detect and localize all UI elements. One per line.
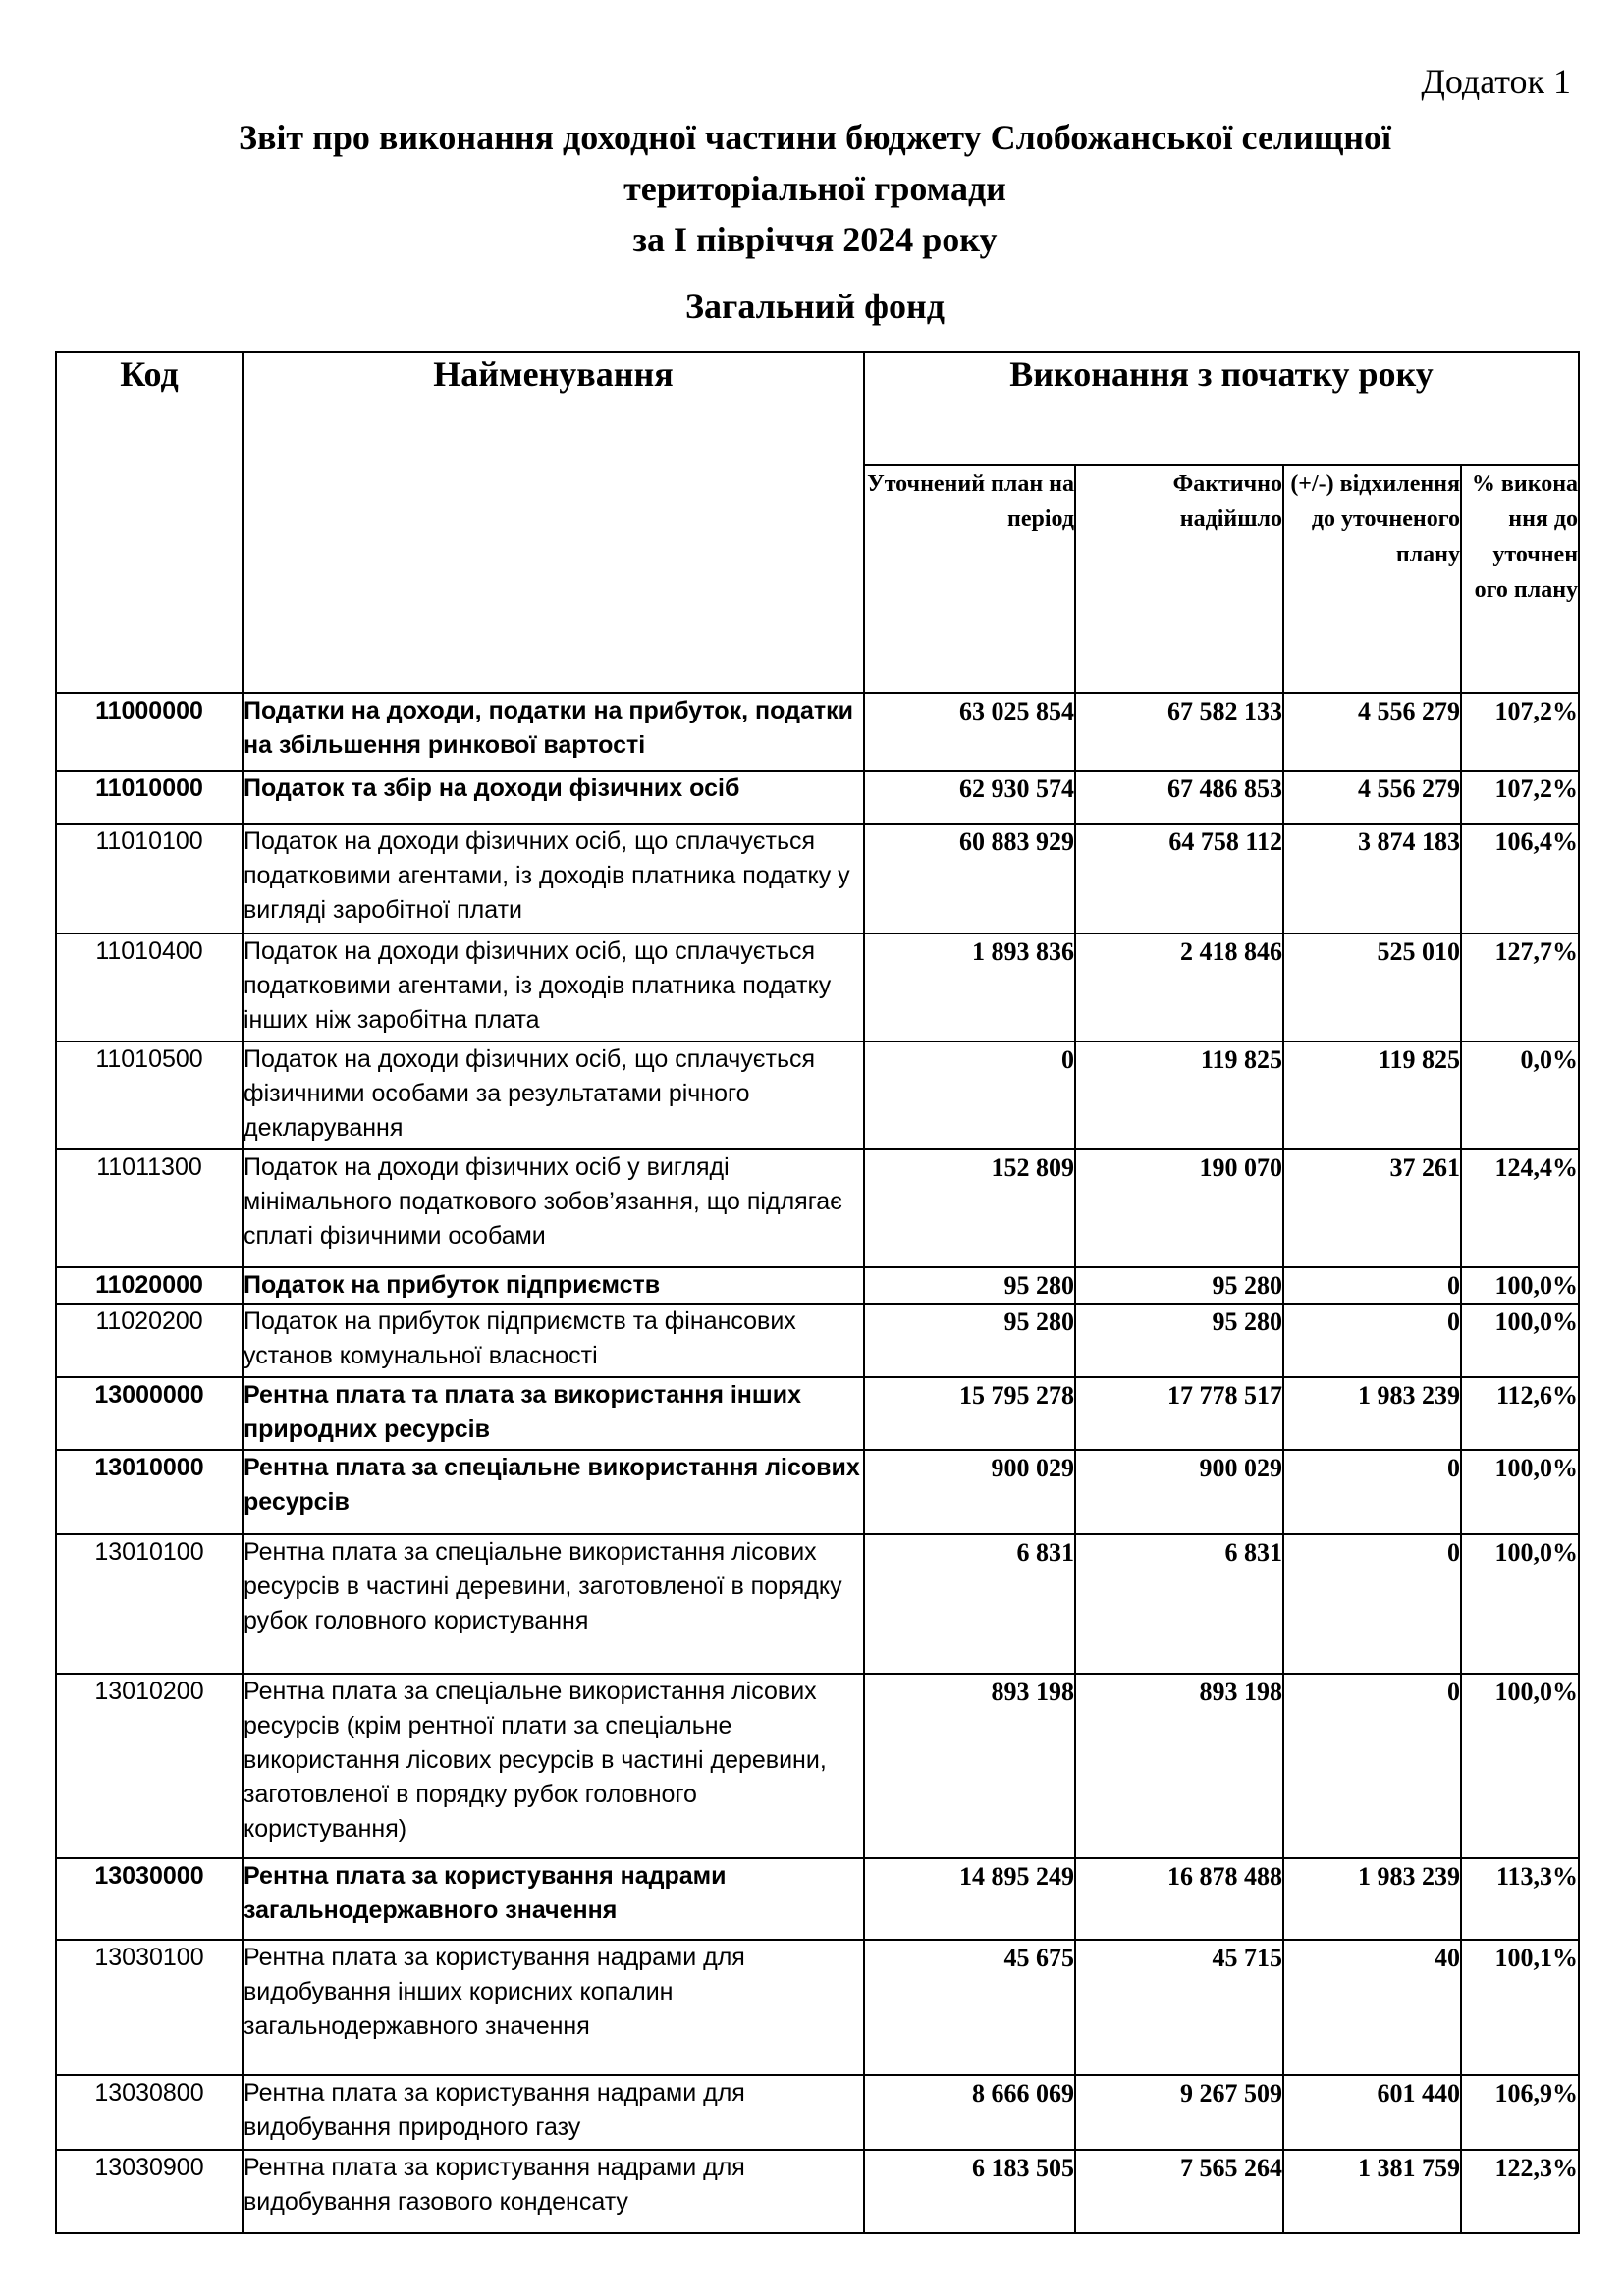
header-code: Код [56, 352, 243, 693]
row-actual: 893 198 [1075, 1674, 1283, 1858]
table-row [56, 1304, 1579, 1377]
row-actual: 7 565 264 [1075, 2150, 1283, 2233]
row-actual: 119 825 [1075, 1041, 1283, 1149]
row-deviation: 601 440 [1283, 2075, 1461, 2150]
table-row [56, 2075, 1579, 2150]
row-plan: 152 809 [864, 1149, 1075, 1267]
row-plan: 8 666 069 [864, 2075, 1075, 2150]
row-name: Податок на доходи фізичних осіб у вигляді мінімального податкового зобов’язання, що підлягає сплаті фізичними особами [243, 1149, 864, 1267]
header-plan: Уточнений план на період [864, 465, 1075, 693]
row-name: Рентна плата за користування надрами для видобування природного газу [243, 2075, 864, 2150]
row-deviation: 3 874 183 [1283, 824, 1461, 934]
row-deviation: 1 381 759 [1283, 2150, 1461, 2233]
row-code: 13030800 [56, 2075, 243, 2150]
fund-title: Загальний фонд [685, 287, 945, 326]
row-plan: 900 029 [864, 1450, 1075, 1534]
row-plan: 95 280 [864, 1267, 1075, 1304]
row-code: 11010400 [56, 934, 243, 1041]
table-row [56, 1149, 1579, 1267]
row-name: Податки на доходи, податки на прибуток, податки на збільшення ринкової вартості [243, 693, 864, 771]
row-actual: 95 280 [1075, 1304, 1283, 1377]
row-percent: 107,2% [1461, 771, 1579, 824]
table-row [56, 771, 1579, 824]
row-code: 13010100 [56, 1534, 243, 1674]
row-plan: 63 025 854 [864, 693, 1075, 771]
row-actual: 9 267 509 [1075, 2075, 1283, 2150]
row-name: Податок на доходи фізичних осіб, що сплачується податковими агентами, із доходів платника податку інших ніж заробітна плата [243, 934, 864, 1041]
row-deviation: 119 825 [1283, 1041, 1461, 1149]
table-row [56, 824, 1579, 934]
row-name: Рентна плата за спеціальне використання лісових ресурсів (крім рентної плати за спеціальне використання лісових ресурсів в частині деревини, заготовленої в порядку рубок головного користування) [243, 1674, 864, 1858]
row-percent: 100,0% [1461, 1534, 1579, 1674]
row-name: Рентна плата за спеціальне використання лісових ресурсів [243, 1450, 864, 1534]
table-row [56, 934, 1579, 1041]
row-percent: 100,0% [1461, 1450, 1579, 1534]
revenue-table [55, 351, 1580, 2234]
report-title-line-2: територіальної громади [623, 169, 1006, 208]
report-title-line-3: за I півріччя 2024 року [632, 220, 998, 259]
row-plan: 15 795 278 [864, 1377, 1075, 1450]
table-row [56, 1377, 1579, 1450]
row-code: 13030100 [56, 1940, 243, 2075]
row-actual: 67 582 133 [1075, 693, 1283, 771]
row-percent: 124,4% [1461, 1149, 1579, 1267]
row-plan: 0 [864, 1041, 1075, 1149]
row-name: Податок на прибуток підприємств та фінансових установ комунальної власності [243, 1304, 864, 1377]
row-percent: 100,0% [1461, 1674, 1579, 1858]
row-deviation: 0 [1283, 1304, 1461, 1377]
row-deviation: 0 [1283, 1534, 1461, 1674]
header-name: Найменування [243, 352, 864, 693]
row-plan: 14 895 249 [864, 1858, 1075, 1940]
row-code: 11010500 [56, 1041, 243, 1149]
table-row [56, 1267, 1579, 1304]
row-actual: 64 758 112 [1075, 824, 1283, 934]
row-deviation: 0 [1283, 1450, 1461, 1534]
row-plan: 893 198 [864, 1674, 1075, 1858]
header-percent: % викона ння до уточнен ого плану [1461, 465, 1579, 693]
row-percent: 112,6% [1461, 1377, 1579, 1450]
row-percent: 107,2% [1461, 693, 1579, 771]
row-code: 11010100 [56, 824, 243, 934]
row-code: 13000000 [56, 1377, 243, 1450]
row-percent: 100,0% [1461, 1267, 1579, 1304]
row-plan: 6 183 505 [864, 2150, 1075, 2233]
table-row [56, 2150, 1579, 2233]
row-plan: 60 883 929 [864, 824, 1075, 934]
row-percent: 113,3% [1461, 1858, 1579, 1940]
row-name: Рентна плата за користування надрами для видобування газового конденсату [243, 2150, 864, 2233]
row-actual: 16 878 488 [1075, 1858, 1283, 1940]
row-plan: 95 280 [864, 1304, 1075, 1377]
row-name: Рентна плата за користування надрами для видобування інших корисних копалин загальнодержавного значення [243, 1940, 864, 2075]
row-code: 13030900 [56, 2150, 243, 2233]
row-percent: 0,0% [1461, 1041, 1579, 1149]
header-execution-group: Виконання з початку року [864, 352, 1579, 465]
row-percent: 106,4% [1461, 824, 1579, 934]
table-row [56, 1041, 1579, 1149]
row-name: Податок та збір на доходи фізичних осіб [243, 771, 864, 824]
table-row [56, 1674, 1579, 1858]
row-name: Рентна плата та плата за використання інших природних ресурсів [243, 1377, 864, 1450]
row-percent: 100,0% [1461, 1304, 1579, 1377]
row-actual: 95 280 [1075, 1267, 1283, 1304]
table-row [56, 1534, 1579, 1674]
row-code: 13010000 [56, 1450, 243, 1534]
row-percent: 122,3% [1461, 2150, 1579, 2233]
row-code: 11011300 [56, 1149, 243, 1267]
row-percent: 127,7% [1461, 934, 1579, 1041]
row-name: Рентна плата за спеціальне використання лісових ресурсів в частині деревини, заготовленої в порядку рубок головного користування [243, 1534, 864, 1674]
row-actual: 6 831 [1075, 1534, 1283, 1674]
row-deviation: 0 [1283, 1267, 1461, 1304]
row-actual: 900 029 [1075, 1450, 1283, 1534]
row-code: 13010200 [56, 1674, 243, 1858]
row-code: 13030000 [56, 1858, 243, 1940]
row-actual: 45 715 [1075, 1940, 1283, 2075]
row-code: 11000000 [56, 693, 243, 771]
row-deviation: 4 556 279 [1283, 693, 1461, 771]
annex-label: Додаток 1 [1421, 62, 1571, 101]
table-row [56, 1450, 1579, 1534]
header-deviation: (+/-) відхилення до уточненого плану [1283, 465, 1461, 693]
row-actual: 190 070 [1075, 1149, 1283, 1267]
row-plan: 45 675 [864, 1940, 1075, 2075]
row-name: Рентна плата за користування надрами загальнодержавного значення [243, 1858, 864, 1940]
header-actual: Фактично надійшло [1075, 465, 1283, 693]
row-name: Податок на доходи фізичних осіб, що сплачується податковими агентами, із доходів платника податку у вигляді заробітної плати [243, 824, 864, 934]
row-code: 11010000 [56, 771, 243, 824]
row-plan: 6 831 [864, 1534, 1075, 1674]
row-actual: 67 486 853 [1075, 771, 1283, 824]
row-deviation: 525 010 [1283, 934, 1461, 1041]
row-percent: 100,1% [1461, 1940, 1579, 2075]
row-deviation: 1 983 239 [1283, 1858, 1461, 1940]
row-deviation: 40 [1283, 1940, 1461, 2075]
row-code: 11020200 [56, 1304, 243, 1377]
table-row [56, 1858, 1579, 1940]
row-actual: 2 418 846 [1075, 934, 1283, 1041]
row-code: 11020000 [56, 1267, 243, 1304]
row-name: Податок на прибуток підприємств [243, 1267, 864, 1304]
table-row [56, 1940, 1579, 2075]
row-plan: 62 930 574 [864, 771, 1075, 824]
report-title-line-1: Звіт про виконання доходної частини бюджету Слобожанської селищної [238, 118, 1391, 157]
row-actual: 17 778 517 [1075, 1377, 1283, 1450]
row-deviation: 4 556 279 [1283, 771, 1461, 824]
row-percent: 106,9% [1461, 2075, 1579, 2150]
table-row [56, 693, 1579, 771]
row-deviation: 0 [1283, 1674, 1461, 1858]
row-deviation: 37 261 [1283, 1149, 1461, 1267]
row-name: Податок на доходи фізичних осіб, що сплачується фізичними особами за результатами річного декларування [243, 1041, 864, 1149]
row-deviation: 1 983 239 [1283, 1377, 1461, 1450]
row-plan: 1 893 836 [864, 934, 1075, 1041]
